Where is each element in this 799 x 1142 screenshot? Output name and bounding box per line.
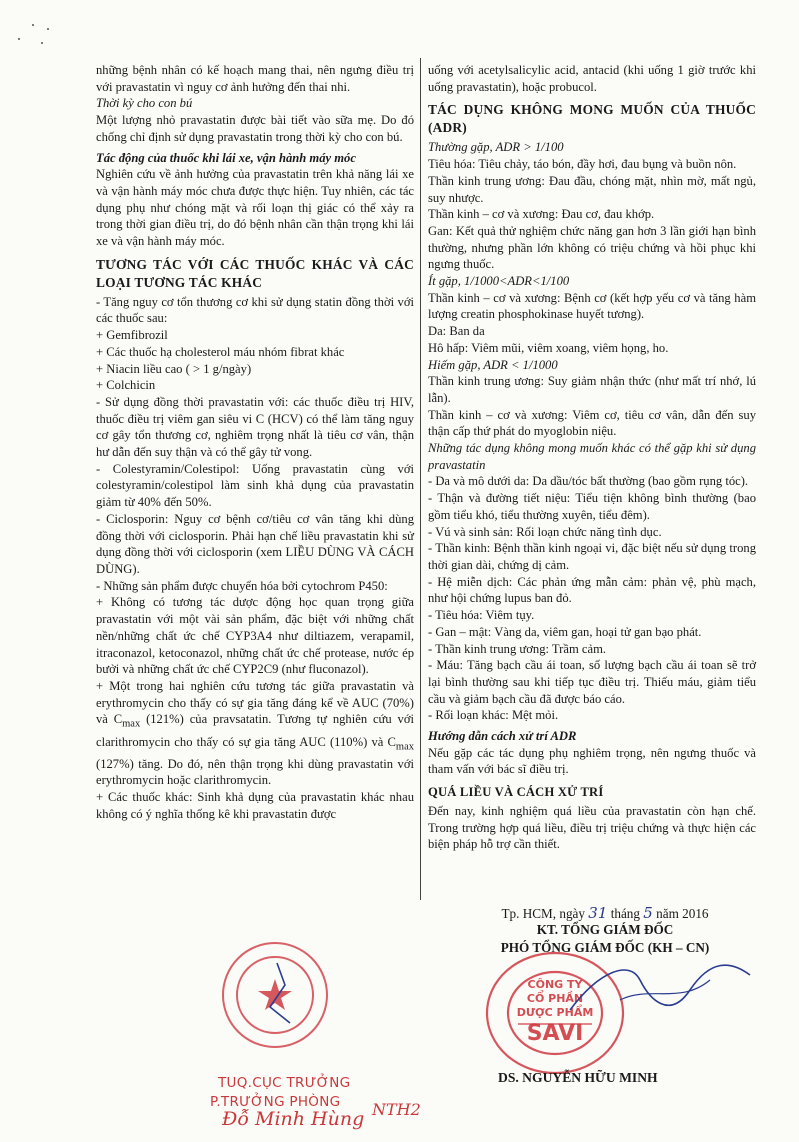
interaction-line: - Colestyramin/Colestipol: Uống pravastatin cùng với colestyramin/colestipol làm sinh khả dụng của pravastatin giảm từ 40% đến 50%. (96, 461, 414, 510)
approval-line-1: TUQ.CỤC TRƯỞNG (218, 1075, 351, 1091)
erythromycin-paragraph: + Một trong hai nghiên cứu tương tác giữa pravastatin và erythromycin cho thấy có sự gia tăng đáng kể về AUC (70%) và $C_{max}$ (121%) của pravsatatin. Tương tự nghiên cứu với clarithromycin cho thấy có sự gia tăng AUC (110%) và $C_{max}$ (127%) tăng. Do đó, nên thận trọng khi dùng pravastatin với erythromycin hoặc clarithromycin. (96, 678, 414, 788)
overdose-heading: QUÁ LIỀU VÀ CÁCH XỬ TRÍ (428, 785, 604, 800)
other-adr-heading: Những tác dụng không mong muốn khác có thể gặp khi sử dụng pravastatin (428, 441, 756, 472)
overdose-text: Đến nay, kinh nghiệm quá liều của pravastatin còn hạn chế. Trong trường hợp quá liều, điều trị triệu chứng và thực hiện các biện pháp hỗ trợ cần thiết. (428, 803, 756, 852)
approval-mark: NTH2 (372, 1100, 421, 1119)
column-divider (420, 58, 421, 900)
cmax-subscript: max (122, 718, 141, 730)
adr-item: - Tiêu hóa: Viêm tụy. (428, 608, 535, 623)
adr-item: - Thần kinh: Bệnh thần kinh ngoại vi, đặc biệt nếu sử dụng trong thời gian dài, chứng dị cảm. (428, 541, 756, 572)
common-adr-heading: Thường gặp, ADR > 1/100 (428, 140, 564, 155)
driving-text: Nghiên cứu về ảnh hưởng của pravastatin trên khả năng lái xe và vận hành máy móc chưa được thực hiện. Tuy nhiên, các tác dụng phụ như chóng mặt và rối loạn thị giác có thể xảy ra trong thời gian điều trị, do đó bệnh nhân cần thận trọng khi lái xe và vận hành máy móc. (96, 167, 414, 249)
adr-item: Thần kinh – cơ và xương: Viêm cơ, tiêu cơ vân, dẫn đến suy thận cấp thứ phát do myoglobin niệu. (428, 407, 756, 439)
breastfeeding-text: Một lượng nhỏ pravastatin được bài tiết vào sữa mẹ. Do đó chống chỉ định sử dụng pravastatin trong thời kỳ cho con bú. (96, 113, 414, 144)
stamp-brand: SAVI (526, 1021, 584, 1046)
adr-item: Da: Ban da (428, 324, 485, 339)
stamp-line: CÔNG TY (527, 978, 583, 991)
interaction-line: + Niacin liều cao ( > 1 g/ngày) (96, 361, 252, 376)
interaction-line: - Sử dụng đồng thời pravastatin với: các thuốc điều trị HIV, thuốc điều trị viêm gan siêu vi C (HCV) có thể làm tăng nguy cơ gây tổn thương cơ, nghiêm trọng nhất là tiêu cơ vân, thận hư dẫn đến suy thận và có thể gây tử vong. (96, 394, 414, 460)
adr-item: - Hệ miễn dịch: Các phản ứng mẫn cảm: phản vệ, phù mạch, như hội chứng lupus ban đỏ. (428, 574, 756, 606)
adr-item: Gan: Kết quả thử nghiệm chức năng gan hơn 3 lần giới hạn bình thường, nhưng phần lớn không có triệu chứng và hồi phục khi ngưng thuốc. (428, 223, 756, 272)
continued-text: uống với acetylsalicylic acid, antacid (khi uống 1 giờ trước khi uống pravastatin), hoặc probucol. (428, 63, 756, 94)
interaction-line: + Colchicin (96, 378, 156, 393)
interaction-line: - Những sản phẩm được chuyển hóa bởi cytochrom P450: (96, 578, 388, 593)
signature-date: Tp. HCM, ngày 31 tháng 5 năm 2016 (501, 904, 709, 922)
adr-guide-heading: Hướng dẫn cách xử trí ADR (428, 729, 577, 744)
adr-item: Thần kinh – cơ và xương: Bệnh cơ (kết hợp yếu cơ và tăng hàm lượng creatin phosphokinase huyết tương). (428, 290, 756, 322)
adr-item: Thần kinh – cơ và xương: Đau cơ, đau khớp. (428, 207, 655, 222)
adr-heading: TÁC DỤNG KHÔNG MONG MUỐN CỦA THUỐC (ADR) (428, 102, 756, 136)
handwritten-month: 5 (643, 904, 653, 922)
adr-item: Hô hấp: Viêm mũi, viêm xoang, viêm họng, ho. (428, 340, 669, 355)
adr-item: Thần kinh trung ương: Suy giảm nhận thức (như mất trí nhớ, lú lẫn). (428, 374, 756, 405)
adr-item: - Rối loạn khác: Mệt mỏi. (428, 708, 559, 723)
adr-item: Thần kinh trung ương: Đau đầu, chóng mặt, nhìn mờ, mất ngủ, suy nhược. (428, 173, 756, 205)
interaction-line: - Ciclosporin: Nguy cơ bệnh cơ/tiêu cơ vân tăng khi dùng đồng thời với ciclosporin. Phải hạn chế liều pravastatin khi sử dụng đồng thời với ciclosporin (xem LIỀU DÙNG VÀ CÁCH DÙNG). (96, 511, 414, 576)
adr-item: - Gan – mật: Vàng da, viêm gan, hoại tử gan bạo phát. (428, 624, 702, 639)
handwritten-day: 31 (588, 904, 608, 922)
approval-signature: Đỗ Minh Hùng (222, 1108, 365, 1130)
interaction-line: + Gemfibrozil (96, 328, 168, 343)
adr-item: - Máu: Tăng bạch cầu ái toan, số lượng bạch cầu ái toan sẽ trở lại bình thường sau khi tiếp tục điều trị. Thiếu máu, giảm tiểu cầu và giảm bạch cầu đã được báo cáo. (428, 658, 756, 706)
signatory-name: DS. NGUYỄN HỮU MINH (498, 1070, 658, 1085)
approval-line-2: P.TRƯỞNG PHÒNG (210, 1094, 341, 1110)
ministry-stamp (215, 935, 335, 1055)
pregnancy-text: những bệnh nhân có kế hoạch mang thai, nên ngưng điều trị với pravastatin vì nguy cơ ảnh hưởng đến thai nhi. (96, 63, 414, 94)
signatory-title: KT. TỔNG GIÁM ĐỐC (536, 922, 674, 937)
adr-item: - Vú và sinh sản: Rối loạn chức năng tình dục. (428, 524, 662, 539)
other-drugs-text: + Các thuốc khác: Sinh khả dụng của pravastatin khác nhau không có ý nghĩa thống kê khi pravastatin được (96, 790, 414, 821)
adr-item: - Da và mô dưới da: Da dầu/tóc bất thường (bao gồm rụng tóc). (428, 474, 749, 489)
adr-item: - Thần kinh trung ương: Trầm cảm. (428, 641, 607, 656)
stamp-line: DƯỢC PHẨM (516, 1006, 594, 1019)
interactions-heading: TƯƠNG TÁC VỚI CÁC THUỐC KHÁC VÀ CÁC LOẠI TƯƠNG TÁC KHÁC (96, 256, 414, 290)
stamp-line: CỔ PHẦN (526, 992, 584, 1005)
interaction-line: - Tăng nguy cơ tổn thương cơ khi sử dụng statin đồng thời với các thuốc sau: (96, 294, 414, 326)
uncommon-adr-heading: Ít gặp, 1/1000<ADR<1/100 (428, 274, 570, 289)
interaction-line: + Các thuốc hạ cholesterol máu nhóm fibrat khác (96, 344, 345, 359)
cmax-subscript: max (395, 741, 414, 753)
director-signature (560, 950, 760, 1030)
signatory-subtitle: PHÓ TỔNG GIÁM ĐỐC (KH – CN) (500, 940, 710, 955)
rare-adr-heading: Hiếm gặp, ADR < 1/1000 (428, 357, 558, 372)
right-column (428, 62, 756, 853)
adr-item: Tiêu hóa: Tiêu chảy, táo bón, đầy hơi, đau bụng và buồn nôn. (428, 157, 737, 172)
adr-item: - Thận và đường tiết niệu: Tiểu tiện không bình thường (bao gồm tiểu khó, tiểu thường xuyên, tiểu đêm). (428, 491, 756, 522)
interaction-line: + Không có tương tác dược động học quan trọng giữa pravastatin với một vài sản phẩm, đặc biệt với những chất nền/những chất ức chế CYP3A4 như diltiazem, verapamil, itraconazol, ketoconazol, những chất ức chế protease, nước ép bưởi và những chất ức chế CYP2C9 (như fluconazol). (96, 595, 414, 677)
left-column (96, 62, 414, 823)
driving-heading: Tác động của thuốc khi lái xe, vận hành máy móc (96, 150, 356, 165)
adr-guide-text: Nếu gặp các tác dụng phụ nghiêm trọng, nên ngưng thuốc và tham vấn với bác sĩ điều trị. (428, 745, 756, 777)
breastfeeding-heading: Thời kỳ cho con bú (96, 96, 193, 111)
